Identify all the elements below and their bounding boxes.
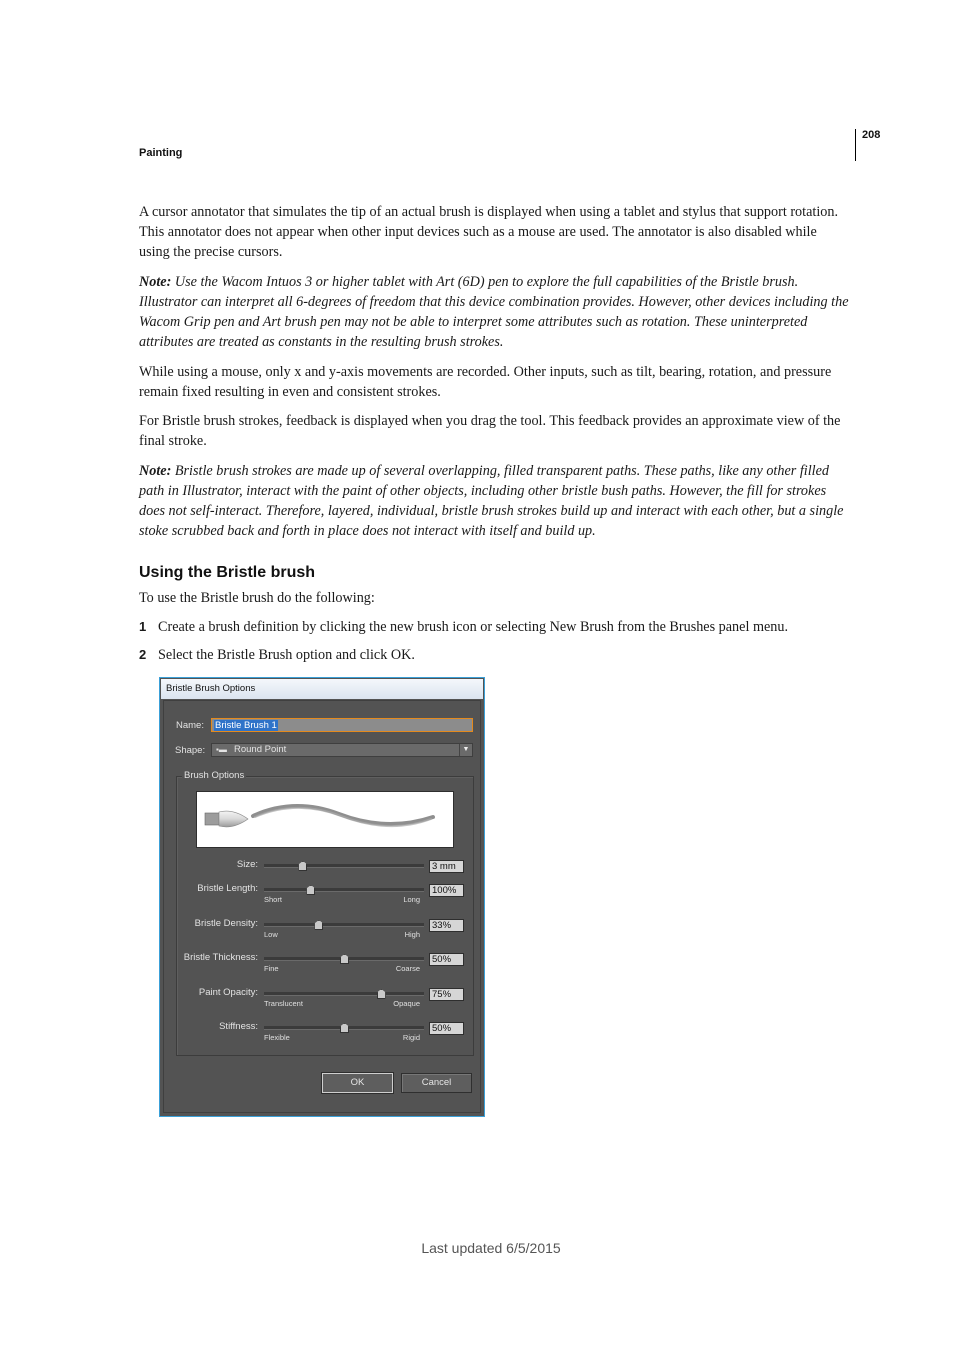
slider-track[interactable] bbox=[264, 923, 424, 927]
paragraph-cursor-annotator bbox=[139, 202, 851, 262]
slider-value-field[interactable]: 50% bbox=[429, 953, 464, 966]
slider-max-label: Rigid bbox=[402, 1033, 420, 1042]
round-point-icon: ▪▬ bbox=[216, 745, 227, 754]
name-field[interactable] bbox=[211, 718, 473, 732]
note-label: Note: bbox=[139, 463, 172, 479]
slider-label: Bristle Thickness: bbox=[183, 952, 258, 963]
slider-min-label: Fine bbox=[264, 964, 279, 973]
ok-button[interactable]: OK bbox=[322, 1073, 393, 1093]
name-label: Name: bbox=[176, 720, 204, 731]
paragraph-feedback bbox=[139, 411, 851, 451]
shape-value: Round Point bbox=[234, 744, 287, 755]
slider-min-label: Short bbox=[264, 895, 282, 904]
slider-value-field[interactable]: 75% bbox=[429, 988, 464, 1001]
slider-value-field[interactable]: 100% bbox=[429, 884, 464, 897]
dialog-title: Bristle Brush Options bbox=[161, 679, 483, 699]
slider-max-label: Coarse bbox=[395, 964, 420, 973]
note-label: Note: bbox=[139, 274, 172, 290]
step-number: 1 bbox=[139, 619, 147, 634]
cancel-button[interactable]: Cancel bbox=[401, 1073, 472, 1093]
step-text: Create a brush definition by clicking the new brush icon or selecting New Brush from the Brushes panel menu. bbox=[158, 619, 789, 635]
dialog-body bbox=[163, 700, 481, 1113]
paragraph-text: For Bristle brush strokes, feedback is displayed when you drag the tool. This feedback provides an approximate view of the final stroke. bbox=[139, 413, 841, 449]
note-body: Bristle brush strokes are made up of several overlapping, filled transparent paths. These paths, like any other filled path in Illustrator, interact with the paint of other objects, including other bristle bush paths. However, the fill for strokes does not self-interact. Therefore, layered, individual, bristle brush strokes build up and interact with each other, but a single stoke scrubbed back and forth in place does not interact with itself and build up. bbox=[139, 463, 844, 539]
step-number: 2 bbox=[139, 647, 147, 662]
note-bristle-strokes bbox=[139, 461, 851, 541]
brush-options-title: Brush Options bbox=[184, 770, 245, 781]
slider-label: Stiffness: bbox=[219, 1021, 258, 1032]
note-wacom bbox=[139, 272, 851, 352]
paragraph-text: A cursor annotator that simulates the tip of an actual brush is displayed when using a tablet and stylus that support rotation. This annotator does not appear when other input devices such as a mouse are used. The annotator is also disabled while using the precise cursors. bbox=[139, 204, 838, 260]
step-1 bbox=[139, 617, 851, 637]
paragraph-text: While using a mouse, only x and y-axis movements are recorded. Other inputs, such as tilt, bearing, rotation, and pressure remain fixed resulting in even and consistent strokes. bbox=[139, 364, 832, 400]
paragraph-mouse-input bbox=[139, 362, 851, 402]
slider-min-label: Flexible bbox=[264, 1033, 290, 1042]
bristle-brush-options-dialog bbox=[159, 677, 485, 1117]
slider-track[interactable] bbox=[264, 864, 424, 868]
slider-label: Bristle Density: bbox=[194, 918, 258, 929]
slider-min-label: Low bbox=[264, 930, 278, 939]
chevron-down-icon[interactable]: ▼ bbox=[459, 744, 472, 756]
slider-max-label: Long bbox=[403, 895, 420, 904]
brush-stroke-preview-icon bbox=[197, 792, 453, 847]
note-body: Use the Wacom Intuos 3 or higher tablet with Art (6D) pen to explore the full capabilities of the Bristle brush. Illustrator can interpret all 6-degrees of freedom that this device combination provides. However, other devices including the Wacom Grip pen and Art brush pen may not be able to interpret some attributes such as rotation. These uninterpreted attributes are treated as constants in the resulting brush strokes. bbox=[139, 274, 849, 350]
name-value: Bristle Brush 1 bbox=[215, 720, 277, 731]
header-divider bbox=[855, 129, 856, 161]
note-text bbox=[139, 272, 851, 352]
slider-max-label: High bbox=[404, 930, 420, 939]
step-2 bbox=[139, 645, 851, 665]
slider-label: Bristle Length: bbox=[197, 883, 258, 894]
brush-preview bbox=[196, 791, 454, 848]
slider-min-label: Translucent bbox=[264, 999, 303, 1008]
slider-track[interactable] bbox=[264, 888, 424, 892]
section-heading: Using the Bristle brush bbox=[139, 564, 316, 581]
step-text: Select the Bristle Brush option and click OK. bbox=[158, 647, 415, 663]
slider-max-label: Opaque bbox=[393, 999, 420, 1008]
slider-track[interactable] bbox=[264, 992, 424, 996]
slider-value-field[interactable]: 33% bbox=[429, 919, 464, 932]
running-header-section: Painting bbox=[139, 147, 183, 159]
slider-label: Paint Opacity: bbox=[198, 987, 258, 998]
page-number: 208 bbox=[862, 129, 881, 141]
shape-label: Shape: bbox=[175, 745, 206, 756]
note-text bbox=[139, 461, 851, 541]
slider-label: Size: bbox=[236, 859, 258, 870]
shape-dropdown[interactable] bbox=[211, 743, 473, 757]
slider-value-field[interactable]: 50% bbox=[429, 1022, 464, 1035]
footer-last-updated: Last updated 6/5/2015 bbox=[421, 1240, 561, 1256]
slider-value-field[interactable]: 3 mm bbox=[429, 860, 464, 873]
section-intro: To use the Bristle brush do the following: bbox=[139, 590, 375, 606]
